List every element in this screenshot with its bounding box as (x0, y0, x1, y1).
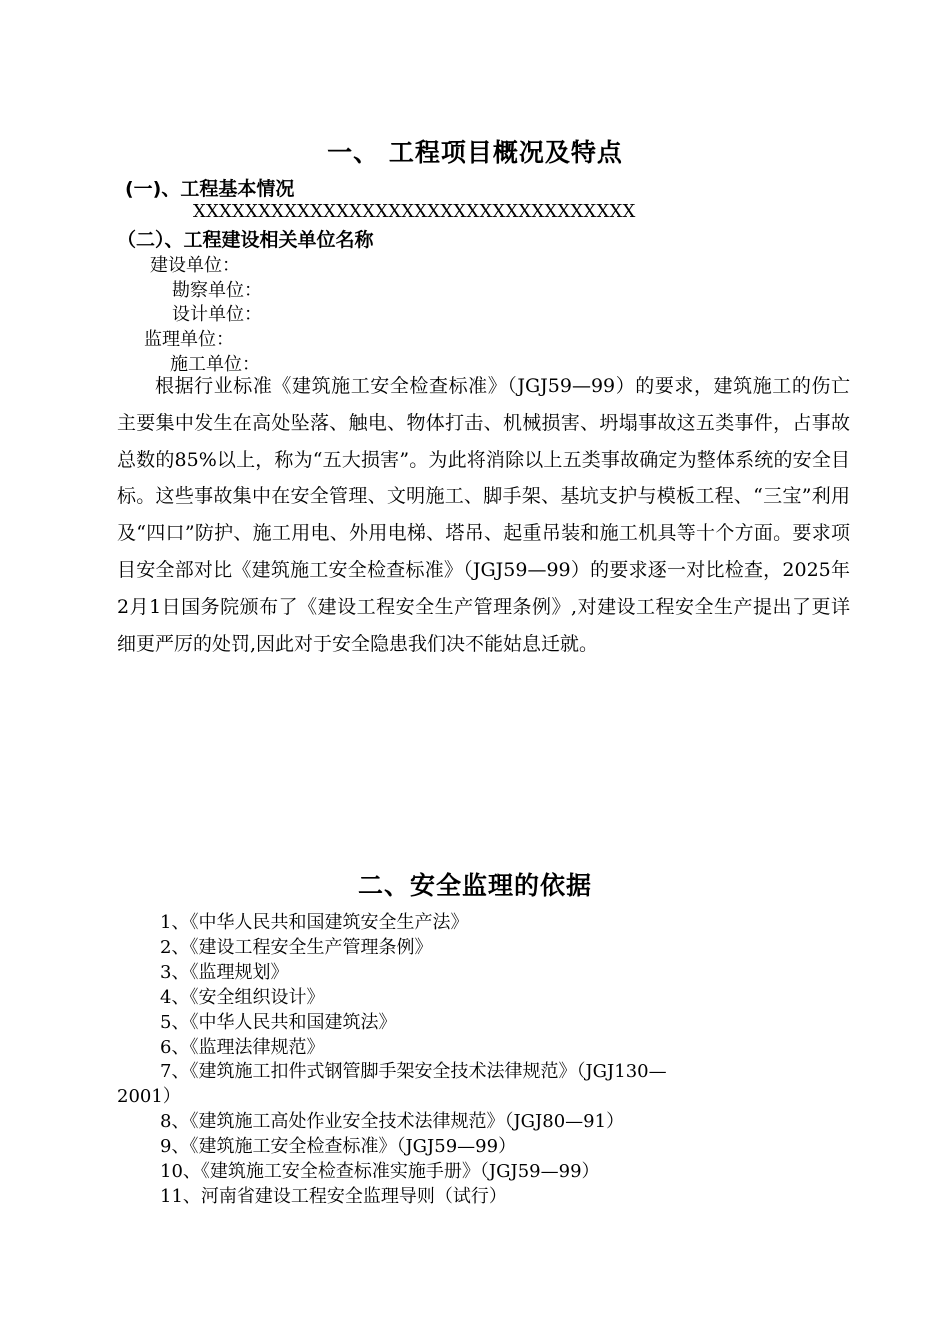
reference-item: 7、《建筑施工扣件式钢管脚手架安全技术法律规范》（JGJ130— (160, 1061, 667, 1082)
paragraph-text: 根据行业标准《建筑施工安全检查标准》（JGJ59—99）的要求，建筑施工的伤亡主要集中发生在高处坠落、触电、物体打击、机械损害、坍塌事故这五类事件，占事故总数的85%以上，称为“五大损害”。为此将消除以上五类事故确定为整体系统的安全目标。这些事故集中在安全管理、文明施工、脚手架、基坑支护与模板工程、“三宝”利用及“四口”防护、施工用电、外用电梯、塔吊、起重吊装和施工机具等十个方面。要求项目安全部对比《建筑施工安全检查标准》（JGJ59—99）的要求逐一对比检查，2025年2月1日国务院颁布了《建设工程安全生产管理条例》,对建设工程安全生产提出了更详细更严厉的处罚,因此对于安全隐患我们决不能姑息迁就。 (117, 375, 850, 655)
section2-title: 二、安全监理的依据 (357, 871, 592, 900)
reference-item: 11、河南省建设工程安全监理导则（试行） (160, 1186, 507, 1207)
subsection1-title: (一)、工程基本情况 (125, 178, 295, 200)
unit-line: 建设单位： (150, 255, 240, 276)
body-paragraph (117, 368, 850, 662)
reference-item: 2、《建设工程安全生产管理条例》 (160, 937, 433, 958)
unit-line: 勘察单位： (172, 280, 262, 301)
reference-item: 6、《监理法律规范》 (160, 1037, 325, 1058)
unit-line: 设计单位： (172, 304, 262, 325)
unit-line: 施工单位： (170, 354, 260, 375)
reference-item: 2001） (117, 1086, 181, 1107)
reference-item: 9、《建筑施工安全检查标准》（JGJ59—99） (160, 1136, 517, 1157)
unit-line: 监理单位： (144, 329, 234, 350)
reference-item: 5、《中华人民共和国建筑法》 (160, 1012, 397, 1033)
reference-item: 4、《安全组织设计》 (160, 987, 325, 1008)
reference-item: 8、《建筑施工高处作业安全技术法律规范》（JGJ80—91） (160, 1111, 625, 1132)
section1-title: 一、 工程项目概况及特点 (327, 138, 623, 167)
reference-item: 3、《监理规划》 (160, 962, 289, 983)
subsection2-title: （二）、工程建设相关单位名称 (117, 229, 374, 251)
subsection1-body: XXXXXXXXXXXXXXXXXXXXXXXXXXXXXXXXXX (193, 201, 636, 222)
reference-item: 10、《建筑施工安全检查标准实施手册》（JGJ59—99） (160, 1161, 600, 1182)
reference-item: 1、《中华人民共和国建筑安全生产法》 (160, 912, 469, 933)
